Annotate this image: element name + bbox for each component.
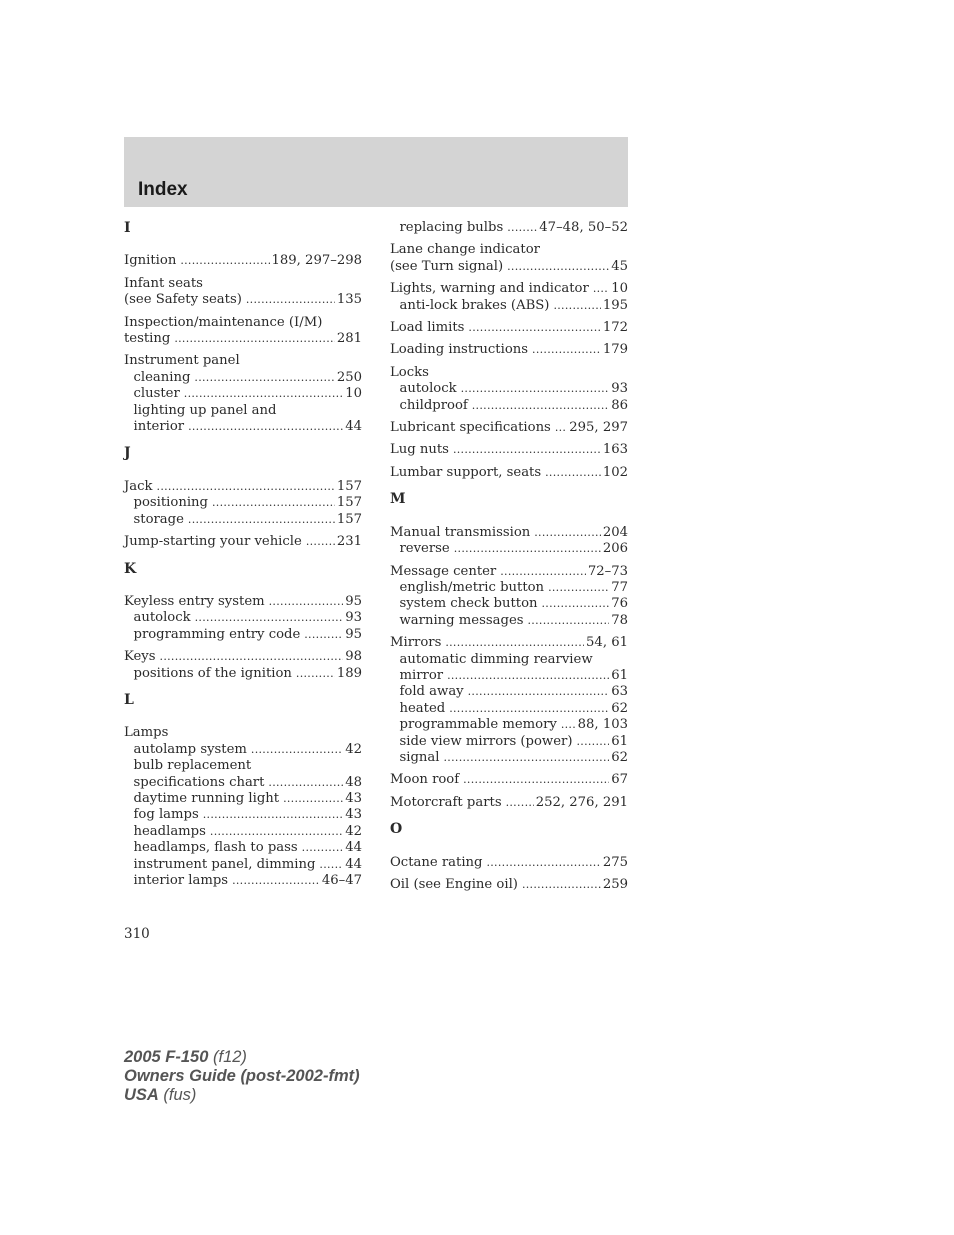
entry-term: Instrument panel bbox=[124, 353, 240, 369]
page-reference: 179 bbox=[602, 342, 628, 358]
page-reference: 46–47 bbox=[321, 873, 362, 888]
dot-leader bbox=[246, 292, 335, 308]
page-reference: 44 bbox=[345, 419, 362, 435]
entry-term: fold away bbox=[399, 684, 464, 700]
entry-term: specifications chart bbox=[133, 774, 265, 790]
dot-leader bbox=[486, 855, 600, 871]
index-entry bbox=[390, 242, 628, 275]
entry-term: (see Turn signal) bbox=[390, 258, 504, 274]
entry-term: Message center bbox=[390, 563, 497, 579]
index-subentry-line bbox=[124, 370, 362, 386]
index-subentry-line bbox=[390, 381, 628, 397]
index-subentry-line bbox=[124, 824, 362, 840]
page-reference: 44 bbox=[345, 856, 362, 872]
entry-term: Mirrors bbox=[390, 635, 442, 651]
index-entry bbox=[124, 276, 362, 309]
footer-line-2 bbox=[124, 1067, 360, 1086]
index-subentry-line bbox=[390, 684, 628, 700]
entry-term: interior bbox=[133, 419, 185, 435]
index-entry bbox=[124, 534, 362, 550]
index-entry bbox=[124, 315, 362, 348]
page-reference: 62 bbox=[611, 700, 628, 716]
dot-leader bbox=[553, 298, 600, 314]
entry-term: reverse bbox=[399, 541, 450, 557]
index-entry-line bbox=[124, 276, 362, 292]
index-entry-line bbox=[390, 635, 628, 651]
index-entry-line bbox=[390, 795, 628, 811]
dot-leader bbox=[268, 775, 343, 791]
dot-leader bbox=[203, 807, 343, 823]
page-reference: 102 bbox=[602, 464, 628, 480]
index-subentry-line bbox=[390, 596, 628, 612]
entry-term: testing bbox=[124, 331, 171, 347]
index-entry-line bbox=[390, 320, 628, 336]
dot-leader bbox=[576, 734, 609, 750]
index-entry bbox=[390, 342, 628, 358]
entry-term: programming entry code bbox=[133, 626, 301, 642]
index-subentry-line bbox=[124, 807, 362, 823]
dot-leader bbox=[302, 840, 344, 856]
index-entry-line bbox=[390, 877, 628, 893]
page-reference: 95 bbox=[345, 593, 362, 609]
dot-leader bbox=[545, 465, 601, 481]
dot-leader bbox=[180, 253, 269, 269]
page-reference: 172 bbox=[602, 320, 628, 336]
dot-leader bbox=[232, 873, 320, 889]
page-reference: 281 bbox=[336, 331, 362, 347]
page-reference: 77 bbox=[611, 579, 628, 595]
index-entry bbox=[390, 855, 628, 871]
index-entry bbox=[124, 479, 362, 528]
index-entry bbox=[124, 253, 362, 269]
index-subentry-line bbox=[124, 873, 362, 889]
dot-leader bbox=[468, 684, 610, 700]
dot-leader bbox=[463, 772, 609, 788]
page-reference: 10 bbox=[345, 386, 362, 402]
entry-term: Manual transmission bbox=[390, 524, 531, 540]
index-entry bbox=[390, 220, 628, 236]
index-subentry-line bbox=[124, 742, 362, 758]
index-entry bbox=[390, 320, 628, 336]
entry-term: positioning bbox=[133, 495, 208, 511]
page-reference: 204 bbox=[602, 524, 628, 540]
index-subentry-line bbox=[124, 610, 362, 626]
page-number: 310 bbox=[124, 926, 150, 942]
dot-leader bbox=[319, 857, 343, 873]
page-reference: 93 bbox=[611, 381, 628, 397]
page-reference: 63 bbox=[611, 684, 628, 700]
page-reference: 42 bbox=[345, 823, 362, 839]
entry-term: anti-lock brakes (ABS) bbox=[399, 297, 550, 313]
dot-leader bbox=[449, 701, 609, 717]
dot-leader bbox=[507, 220, 537, 236]
entry-term: storage bbox=[133, 511, 184, 527]
entry-term: daytime running light bbox=[133, 790, 280, 806]
dot-leader bbox=[522, 877, 601, 893]
index-entry bbox=[390, 525, 628, 558]
index-column-left bbox=[124, 220, 362, 895]
index-entry bbox=[390, 442, 628, 458]
dot-leader bbox=[283, 791, 343, 807]
dot-leader bbox=[184, 386, 343, 402]
page-reference: 163 bbox=[602, 442, 628, 458]
index-entry bbox=[390, 877, 628, 893]
entry-term: mirror bbox=[399, 667, 444, 683]
index-entry-line bbox=[390, 465, 628, 481]
index-entry bbox=[390, 772, 628, 788]
dot-leader bbox=[548, 580, 609, 596]
entry-term: Lug nuts bbox=[390, 442, 449, 458]
index-entry-line bbox=[390, 564, 628, 580]
entry-term: bulb replacement bbox=[133, 758, 252, 774]
dot-leader bbox=[445, 635, 584, 651]
index-entry-line bbox=[124, 253, 362, 269]
entry-term: Keys bbox=[124, 649, 156, 665]
entry-term: Motorcraft parts bbox=[390, 794, 502, 810]
page-reference: 259 bbox=[602, 877, 628, 892]
dot-leader bbox=[188, 512, 335, 528]
dot-leader bbox=[194, 370, 334, 386]
index-subentry-line bbox=[390, 541, 628, 557]
entry-term: Oil (see Engine oil) bbox=[390, 877, 518, 892]
page-reference: 135 bbox=[336, 292, 362, 308]
dot-leader bbox=[454, 541, 601, 557]
entry-term: Loading instructions bbox=[390, 342, 529, 358]
entry-term: headlamps, flash to pass bbox=[133, 840, 298, 856]
entry-term: headlamps bbox=[133, 823, 206, 839]
entry-term: fog lamps bbox=[133, 807, 199, 823]
page-reference: 86 bbox=[611, 397, 628, 413]
index-subentry-line bbox=[124, 840, 362, 856]
index-subentry-line bbox=[390, 613, 628, 629]
page-reference: 88, 103 bbox=[577, 717, 628, 733]
index-subentry-line bbox=[124, 758, 362, 774]
index-column-right bbox=[390, 220, 628, 899]
entry-term: interior lamps bbox=[133, 873, 229, 888]
document-footer bbox=[124, 1048, 360, 1105]
page-reference: 78 bbox=[611, 612, 628, 628]
entry-term: Lubricant specifications bbox=[390, 420, 551, 436]
entry-term: Octane rating bbox=[390, 854, 483, 870]
page-reference: 189 bbox=[336, 665, 362, 681]
entry-term: Jack bbox=[124, 478, 153, 494]
page-reference: 157 bbox=[336, 495, 362, 511]
page-reference: 62 bbox=[611, 749, 628, 765]
index-entry-line bbox=[124, 315, 362, 331]
page-reference: 61 bbox=[611, 667, 628, 683]
index-entry bbox=[390, 281, 628, 314]
footer-market-code: (fus) bbox=[158, 1086, 197, 1104]
page-reference: 72–73 bbox=[587, 563, 628, 579]
dot-leader bbox=[461, 381, 610, 397]
entry-term: Infant seats bbox=[124, 275, 203, 291]
page-reference: 76 bbox=[611, 596, 628, 612]
index-subentry-line bbox=[124, 666, 362, 682]
dot-leader bbox=[447, 668, 609, 684]
page-reference: 93 bbox=[345, 610, 362, 626]
index-subentry-line bbox=[124, 419, 362, 435]
dot-leader bbox=[593, 281, 609, 297]
dot-leader bbox=[160, 649, 344, 665]
entry-term: replacing bulbs bbox=[399, 220, 504, 235]
entry-term: Lane change indicator bbox=[390, 242, 540, 258]
page-reference: 250 bbox=[336, 369, 362, 385]
dot-leader bbox=[157, 479, 335, 495]
page-reference: 43 bbox=[345, 790, 362, 806]
page-reference: 10 bbox=[611, 281, 628, 297]
footer-line-1 bbox=[124, 1048, 360, 1067]
entry-term: childproof bbox=[399, 397, 468, 413]
dot-leader bbox=[555, 420, 567, 436]
entry-term: cleaning bbox=[133, 369, 191, 385]
page-reference: 206 bbox=[602, 541, 628, 557]
dot-leader bbox=[269, 594, 344, 610]
page-reference: 157 bbox=[336, 511, 362, 527]
dot-leader bbox=[561, 717, 576, 733]
entry-term: signal bbox=[399, 749, 440, 765]
entry-term: Jump-starting your vehicle bbox=[124, 534, 302, 550]
index-entry bbox=[390, 465, 628, 481]
index-entry bbox=[124, 649, 362, 682]
page-reference: 48 bbox=[345, 774, 362, 790]
entry-term: Ignition bbox=[124, 253, 177, 269]
index-entry-line bbox=[124, 292, 362, 308]
entry-term: Locks bbox=[390, 364, 429, 380]
page-reference: 61 bbox=[611, 733, 628, 749]
page-reference: 195 bbox=[602, 297, 628, 313]
page-reference: 157 bbox=[336, 478, 362, 494]
page-reference: 45 bbox=[611, 258, 628, 274]
entry-term: cluster bbox=[133, 386, 180, 402]
index-entry-line bbox=[390, 365, 628, 381]
index-subentry-line bbox=[390, 220, 628, 236]
index-entry bbox=[124, 353, 362, 435]
index-subentry-line bbox=[390, 717, 628, 733]
index-section-letter: O bbox=[390, 821, 403, 838]
dot-leader bbox=[453, 442, 601, 458]
index-entry-line bbox=[390, 772, 628, 788]
index-entry-line bbox=[390, 525, 628, 541]
dot-leader bbox=[506, 795, 534, 811]
entry-term: Moon roof bbox=[390, 772, 460, 788]
entry-term: automatic dimming rearview bbox=[399, 651, 593, 667]
index-entry-line bbox=[390, 420, 628, 436]
footer-market: USA bbox=[124, 1086, 159, 1104]
dot-leader bbox=[532, 342, 601, 358]
index-entry-line bbox=[390, 442, 628, 458]
index-entry-line bbox=[124, 649, 362, 665]
index-entry bbox=[390, 420, 628, 436]
index-entry-line bbox=[390, 242, 628, 258]
index-subentry-line bbox=[390, 298, 628, 314]
dot-leader bbox=[296, 666, 335, 682]
dot-leader bbox=[542, 596, 610, 612]
index-section-letter: J bbox=[124, 445, 131, 462]
page-reference: 95 bbox=[345, 626, 362, 642]
dot-leader bbox=[507, 259, 609, 275]
index-subentry-line bbox=[124, 627, 362, 643]
dot-leader bbox=[468, 320, 600, 336]
index-entry bbox=[124, 725, 362, 889]
index-entry bbox=[390, 365, 628, 414]
dot-leader bbox=[306, 534, 335, 550]
dot-leader bbox=[472, 398, 609, 414]
entry-term: warning messages bbox=[399, 612, 524, 628]
index-subentry-line bbox=[390, 701, 628, 717]
entry-term: Lights, warning and indicator bbox=[390, 281, 589, 297]
index-subentry-line bbox=[124, 857, 362, 873]
header-band bbox=[124, 137, 628, 207]
index-section-letter: L bbox=[124, 691, 134, 708]
index-entry bbox=[390, 795, 628, 811]
index-entry-line bbox=[124, 594, 362, 610]
entry-term: programmable memory bbox=[399, 717, 557, 733]
entry-term: side view mirrors (power) bbox=[399, 733, 573, 749]
entry-term: autolock bbox=[133, 610, 191, 626]
footer-line-3 bbox=[124, 1086, 360, 1105]
entry-term: positions of the ignition bbox=[133, 665, 292, 681]
entry-term: Keyless entry system bbox=[124, 593, 265, 609]
dot-leader bbox=[195, 610, 344, 626]
page-reference: 42 bbox=[345, 741, 362, 757]
index-entry bbox=[124, 594, 362, 643]
index-section-letter: K bbox=[124, 560, 137, 577]
page-reference: 54, 61 bbox=[586, 635, 628, 651]
index-entry-line bbox=[124, 331, 362, 347]
dot-leader bbox=[528, 613, 610, 629]
dot-leader bbox=[210, 824, 343, 840]
footer-model-code: (f12) bbox=[208, 1048, 247, 1066]
entry-term: Lumbar support, seats bbox=[390, 464, 542, 480]
footer-model: 2005 F-150 bbox=[124, 1048, 209, 1066]
entry-term: Inspection/maintenance (I/M) bbox=[124, 314, 323, 330]
page-reference: 44 bbox=[345, 840, 362, 856]
dot-leader bbox=[188, 419, 343, 435]
index-entry-line bbox=[390, 259, 628, 275]
page-reference: 252, 276, 291 bbox=[535, 794, 628, 810]
entry-term: autolock bbox=[399, 381, 457, 397]
index-subentry-line bbox=[124, 495, 362, 511]
dot-leader bbox=[500, 564, 586, 580]
entry-term: autolamp system bbox=[133, 741, 247, 757]
entry-term: english/metric button bbox=[399, 579, 545, 595]
index-entry-line bbox=[390, 342, 628, 358]
page-title: Index bbox=[138, 179, 188, 200]
page-reference: 98 bbox=[345, 649, 362, 665]
entry-term: Load limits bbox=[390, 320, 465, 336]
index-section-letter: I bbox=[124, 220, 131, 236]
entry-term: (see Safety seats) bbox=[124, 292, 242, 308]
dot-leader bbox=[174, 331, 335, 347]
index-subentry-line bbox=[390, 668, 628, 684]
entry-term: heated bbox=[399, 700, 446, 716]
page-reference: 43 bbox=[345, 807, 362, 823]
entry-term: Lamps bbox=[124, 725, 169, 741]
dot-leader bbox=[304, 627, 343, 643]
index-subentry-line bbox=[390, 580, 628, 596]
index-entry-line bbox=[124, 725, 362, 741]
index-subentry-line bbox=[124, 403, 362, 419]
index-subentry-line bbox=[390, 652, 628, 668]
index-entry-line bbox=[124, 479, 362, 495]
index-entry bbox=[390, 635, 628, 766]
index-subentry-line bbox=[124, 791, 362, 807]
index-subentry-line bbox=[390, 398, 628, 414]
index-entry-line bbox=[124, 534, 362, 550]
page-reference: 67 bbox=[611, 772, 628, 788]
footer-guide: Owners Guide (post-2002-fmt) bbox=[124, 1067, 360, 1085]
index-subentry-line bbox=[390, 734, 628, 750]
page-reference: 47–48, 50–52 bbox=[539, 220, 628, 235]
index-entry-line bbox=[390, 281, 628, 297]
index-subentry-line bbox=[124, 512, 362, 528]
entry-term: system check button bbox=[399, 596, 538, 612]
index-subentry-line bbox=[124, 775, 362, 791]
index-entry-line bbox=[390, 855, 628, 871]
dot-leader bbox=[212, 495, 335, 511]
index-subentry-line bbox=[124, 386, 362, 402]
entry-term: lighting up panel and bbox=[133, 402, 277, 418]
entry-term: instrument panel, dimming bbox=[133, 856, 316, 872]
page-reference: 275 bbox=[602, 854, 628, 870]
index-entry bbox=[390, 564, 628, 630]
page-reference: 295, 297 bbox=[569, 420, 628, 436]
dot-leader bbox=[251, 742, 343, 758]
index-subentry-line bbox=[390, 750, 628, 766]
dot-leader bbox=[534, 525, 601, 541]
index-entry-line bbox=[124, 353, 362, 369]
page-reference: 231 bbox=[336, 534, 362, 550]
dot-leader bbox=[444, 750, 610, 766]
index-section-letter: M bbox=[390, 491, 406, 508]
page-reference: 189, 297–298 bbox=[271, 253, 362, 269]
